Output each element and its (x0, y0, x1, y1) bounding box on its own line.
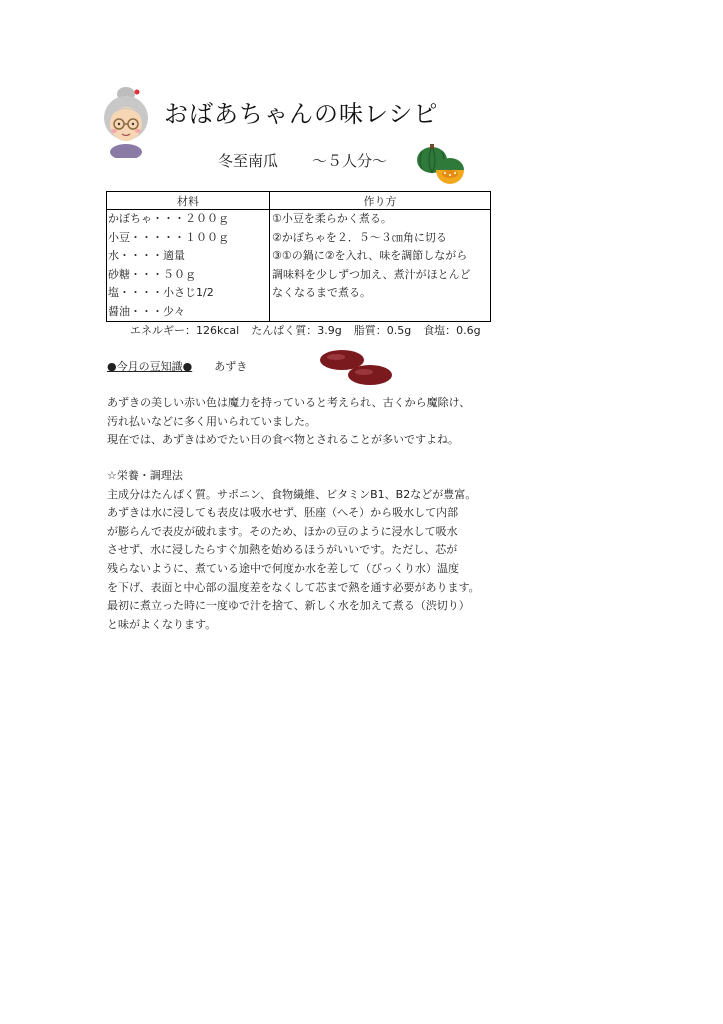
bean-knowledge-heading (107, 358, 247, 374)
servings: ～５人分～ (312, 152, 388, 170)
nutrition-protein: たんぱく質：3.9g (251, 324, 342, 337)
body-line: 残らないように、煮ている途中で何度か水を差して（びっくり水）温度 (107, 561, 459, 575)
page-title: おばあちゃんの味レシピ (164, 100, 439, 128)
nutrition-cooking-section (107, 467, 480, 634)
recipe-table (106, 191, 491, 322)
body-line: が膨らんで表皮が破れます。そのため、ほかの豆のように浸水して吸水 (107, 524, 458, 538)
ingredient-item: 醤油・・・少々 (108, 304, 185, 318)
body-line: あずきは水に浸しても表皮は吸水せず、胚座（へそ）から吸水して内部 (107, 506, 459, 520)
section-title: ☆栄養・調理法 (107, 469, 183, 482)
dish-name: 冬至南瓜 (218, 152, 279, 170)
ingredient-item: 砂糖・・・５０ｇ (108, 267, 196, 281)
steps-header: 作り方 (270, 192, 491, 210)
step-line: ③①の鍋に②を入れ、味を調節しながら (272, 249, 468, 262)
ingredient-item: かぼちゃ・・・２００ｇ (108, 212, 229, 225)
body-line: と味がよくなります。 (107, 617, 217, 631)
step-line: ①小豆を柔らかく煮る。 (272, 212, 392, 225)
pumpkin-icon (414, 144, 466, 186)
step-line: ②かぼちゃを２．５～３㎝角に切る (272, 230, 447, 244)
ingredients-cell (107, 210, 270, 322)
body-line: させず、水に浸したらすぐ加熱を始めるほうがいいです。ただし、芯が (107, 543, 458, 557)
table-body-row (107, 210, 491, 322)
step-line: 調味料を少しずつ加え、煮汁がほとんど (272, 267, 471, 281)
nutrition-energy: エネルギー：126kcal (130, 324, 240, 337)
intro-line: あずきの美しい赤い色は魔力を持っていると考えられ、古くから魔除け、 (107, 396, 471, 409)
bean-intro (107, 394, 470, 450)
nutrition-salt: 食塩：0.6g (423, 324, 481, 337)
nutrition-info (130, 322, 493, 338)
table-header-row (107, 192, 491, 210)
ingredient-item: 塩・・・・小さじ1/2 (108, 286, 214, 299)
intro-line: 汚れ払いなどに多く用いられていました。 (107, 414, 316, 428)
bean-section-title: ●今月の豆知識● (107, 360, 193, 373)
steps-cell (270, 210, 491, 322)
bean-name: あずき (214, 360, 248, 373)
dish-heading (218, 150, 387, 171)
nutrition-fat: 脂質：0.5g (353, 324, 412, 337)
grandma-icon (98, 86, 154, 158)
body-line: 最初に煮立った時に一度ゆで汁を捨て、新しく水を加えて煮る（渋切り） (107, 599, 470, 613)
body-line: 主成分はたんぱく質。サポニン、食物繊維、ビタミンB1、B2などが豊富。 (107, 487, 477, 501)
ingredients-header: 材料 (107, 192, 270, 210)
step-line: なくなるまで煮る。 (272, 286, 371, 299)
ingredient-item: 水・・・・適量 (108, 249, 185, 262)
azuki-beans-icon (318, 348, 394, 388)
body-line: を下げ、表面と中心部の温度差をなくして芯まで熱を通す必要があります。 (107, 580, 480, 594)
ingredient-item: 小豆・・・・・１００ｇ (108, 230, 229, 244)
intro-line: 現在では、あずきはめでたい日の食べ物とされることが多いですよね。 (107, 433, 459, 447)
